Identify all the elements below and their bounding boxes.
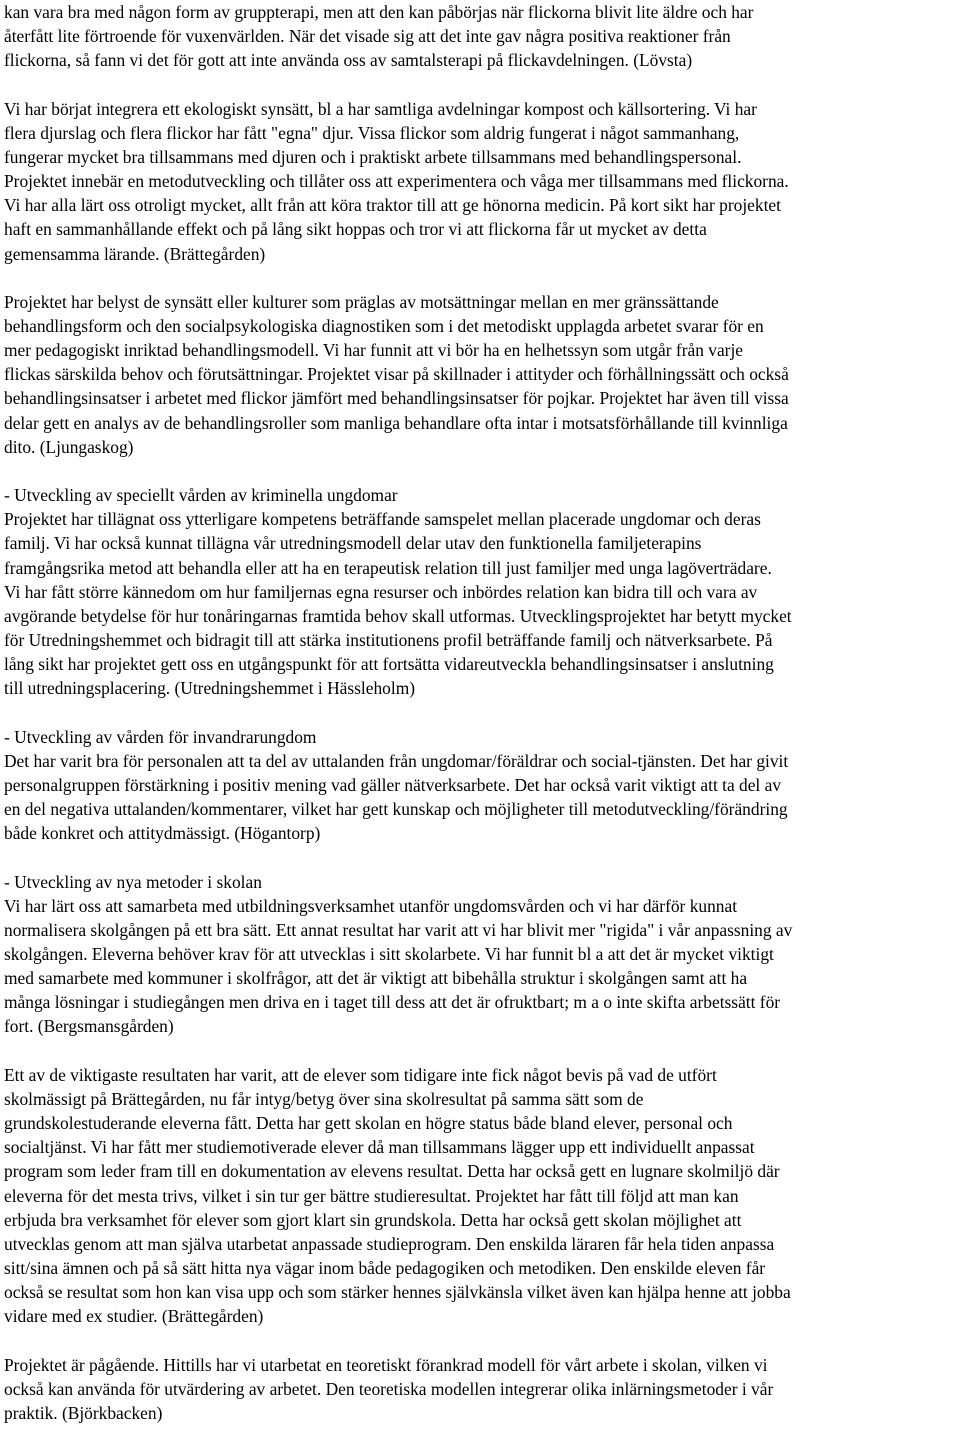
text-line: behandlingsinsatser i arbetet med flickor jämfört med behandlingsinsatser för pojkar. Projektet har även till vissa (4, 388, 789, 409)
text-line: Projektet är pågående. Hittills har vi utarbetat en teoretiskt förankrad modell för vårt arbete i skolan, vilken vi (4, 1354, 768, 1375)
text-line: Vi har alla lärt oss otroligt mycket, allt från att köra traktor till att ge hönorna medicin. På kort sikt har projektet (4, 195, 781, 216)
text-line: Vi har fått större kännedom om hur familjernas egna resurser och inbördes relation kan bidra till och vara av (4, 581, 758, 602)
text-line: eleverna för det mesta trivs, vilket i sin tur ger bättre studieresultat. Projektet har fått till följd att man kan (4, 1185, 739, 1206)
text-line: både konkret och attitydmässigt. (Högantorp) (4, 823, 321, 844)
paragraph-brattegarden-ekologi (4, 97, 958, 266)
text-line: kan vara bra med någon form av gruppterapi, men att den kan påbörjas när flickorna blivit lite äldre och har (4, 2, 754, 22)
text-line: fort. (Bergsmansgården) (4, 1016, 174, 1037)
text-line: delar gett en analys av de behandlingsroller som manliga behandlare ofta intar i motsatsförhållande till kvinnliga (4, 412, 788, 433)
paragraph-brattegarden-skola (4, 1063, 958, 1329)
text-line: framgångsrika metod att behandla eller att ha en terapeutisk relation till just familjer med unga lagöverträdare. (4, 557, 772, 578)
text-line: utvecklas genom att man själva utarbetat anpassade studieprogram. Den enskilda läraren får hela tiden anpassa (4, 1233, 775, 1254)
text-line: familj. Vi har också kunnat tillägna vår utredningsmodell delar utav den funktionella familjeterapins (4, 533, 702, 554)
text-line: Vi har börjat integrera ett ekologiskt synsätt, bl a har samtliga avdelningar kompost och källsortering. Vi har (4, 98, 757, 119)
text-line: avgörande betydelse för hur tonåringarnas framtida behov skall utformas. Utvecklingsprojektet har betytt mycket (4, 605, 792, 626)
text-line: socialtjänst. Vi har fått mer studiemotiverade elever då man tillsammans lägger upp ett individuellt anpassat (4, 1137, 755, 1158)
text-line: grundskolestuderande eleverna fått. Detta har gett skolan en högre status både bland elever, personal och (4, 1113, 733, 1134)
paragraph-lovsta (4, 0, 958, 72)
text-line: behandlingsform och den socialpsykologiska diagnostiken som i det metodiskt upplagda arbetet svarar för en (4, 316, 764, 336)
text-line: normalisera skolgången på ett bra sätt. Ett annat resultat har varit att vi har blivit mer "rigida" i vår anpassning av (4, 919, 793, 940)
text-line: dito. (Ljungaskog) (4, 436, 134, 457)
text-line: sitt/sina ämnen och på så sätt hitta nya vägar inom både pedagogiken och metodiken. Den enskilde eleven får (4, 1258, 766, 1279)
text-line: Projektet har tillägnat oss ytterligare kompetens beträffande samspelet mellan placerade ungdomar och deras (4, 509, 761, 530)
paragraph-bjorkbacken (4, 1353, 958, 1425)
text-line: lång sikt har projektet gett oss en utgångspunkt för att fortsätta vidareutveckla behandlingsinsatser i anslutning (4, 654, 774, 675)
section-heading: - Utveckling av nya metoder i skolan (4, 871, 262, 892)
text-line: skolgången. Eleverna behöver krav för att utvecklas i sitt skolarbete. Vi har funnit bl a att det är mycket viktigt (4, 944, 774, 965)
paragraph-kriminella-ungdomar (4, 483, 958, 700)
text-line: praktik. (Björkbacken) (4, 1402, 163, 1423)
text-line: med samarbete med kommuner i skolfrågor, att det är viktigt att bibehålla struktur i skolgången samt att ha (4, 968, 748, 989)
text-line: för Utredningshemmet och bidragit till att stärka institutionens profil beträffande familj och nätverksarbete. På (4, 630, 773, 651)
paragraph-invandrarungdom (4, 725, 958, 846)
paragraph-ljungaskog (4, 290, 958, 459)
section-heading: - Utveckling av speciellt vården av kriminella ungdomar (4, 485, 398, 506)
text-line: återfått lite förtroende för vuxenvärlden. När det visade sig att det inte gav några positiva reaktioner från (4, 26, 731, 47)
text-line: flera djurslag och flera flickor har fått "egna" djur. Vissa flickor som aldrig fungerat i något sammanhang, (4, 122, 740, 143)
text-line: Ett av de viktigaste resultaten har varit, att de elever som tidigare inte fick något bevis på vad de utfört (4, 1064, 717, 1085)
text-line: program som leder fram till en dokumentation av elevens resultat. Detta har också gett en lugnare skolmiljö där (4, 1161, 780, 1182)
text-line: gemensamma lärande. (Brättegården) (4, 243, 266, 264)
text-line: flickas särskilda behov och förutsättningar. Projektet visar på skillnader i attityder och förhållningssätt och också (4, 364, 789, 385)
text-line: många lösningar i studiegången men driva en i taget till dess att det är ofruktbart; m a o inte skifta arbetssätt för (4, 992, 781, 1013)
paragraph-nya-metoder-skolan (4, 870, 958, 1039)
text-line: personalgruppen förstärkning i positiv mening vad gäller nätverksarbete. Det har också varit viktigt att ta del av (4, 774, 782, 795)
text-line: haft en sammanhållande effekt och på lång sikt hoppas och tror vi att flickorna får ut mycket av detta (4, 219, 707, 240)
text-line: skolmässigt på Brättegården, nu får intyg/betyg över sina skolresultat på samma sätt som de (4, 1088, 644, 1109)
text-line: en del negativa uttalanden/kommentarer, vilket har gett kunskap och möjligheter till metodutveckling/förändring (4, 799, 788, 820)
text-line: flickorna, så fann vi det för gott att inte använda oss av samtalsterapi på flickavdelningen. (Lövsta) (4, 50, 693, 71)
text-line: till utredningsplacering. (Utredningshemmet i Hässleholm) (4, 678, 416, 699)
text-line: också kan använda för utvärdering av arbetet. Den teoretiska modellen integrerar olika inlärningsmetoder i vår (4, 1378, 774, 1399)
text-line: Det har varit bra för personalen att ta del av uttalanden från ungdomar/föräldrar och social-tjänsten. Det har givit (4, 750, 789, 771)
text-line: Projektet har belyst de synsätt eller kulturer som präglas av motsättningar mellan en mer gränssättande (4, 291, 719, 312)
text-line: Vi har lärt oss att samarbeta med utbildningsverksamhet utanför ungdomsvården och vi har därför kunnat (4, 895, 738, 916)
section-heading: - Utveckling av vården för invandrarungdom (4, 726, 317, 747)
text-line: fungerar mycket bra tillsammans med djuren och i praktiskt arbete tillsammans med behandlingspersonal. (4, 146, 742, 167)
text-line: Projektet innebär en metodutveckling och tillåter oss att experimentera och våga mer tillsammans med flickorna. (4, 171, 789, 192)
text-line: vidare med ex studier. (Brättegården) (4, 1306, 264, 1327)
text-line: erbjuda bra verksamhet för elever som gjort klart sin grundskola. Detta har också gett skolan möjlighet att (4, 1209, 742, 1230)
text-line: mer pedagogiskt inriktad behandlingsmodell. Vi har funnit att vi bör ha en helhetssyn som utgår från varje (4, 340, 744, 361)
text-line: också se resultat som hon kan visa upp och som stärker hennes självkänsla vilket även kan hjälpa henne att jobba (4, 1282, 791, 1303)
document-body (4, 0, 958, 1449)
